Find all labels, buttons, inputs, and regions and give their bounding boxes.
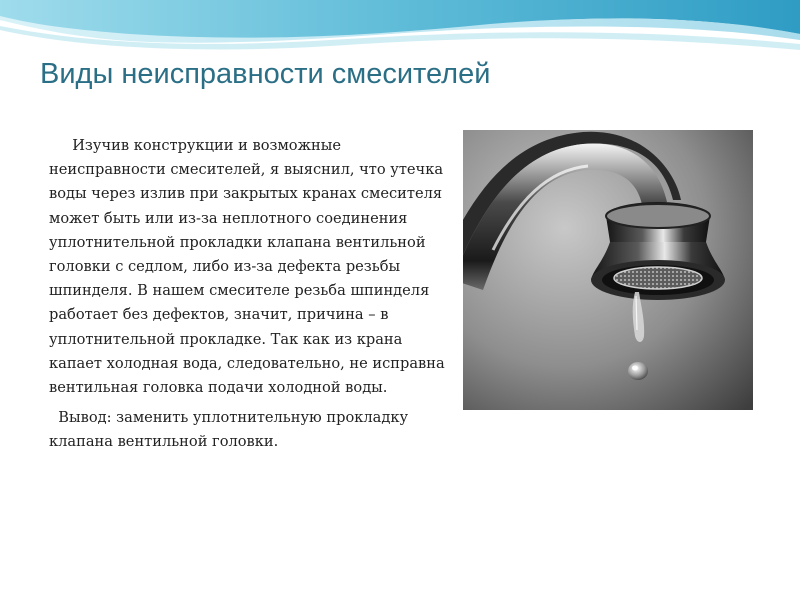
dripping-faucet-photo xyxy=(463,130,753,410)
paragraph-analysis-text: Изучив конструкции и возможные неисправности смесителей, я выяснил, что утечка воды через излив при закрытых кранах смесителя может быть или из-за неплотного соединения уплотнительной прокладки клапана вентильной головки с седлом, либо из-за дефекта резьбы шпинделя. В нашем смесителе резьба шпинделя работает без дефектов, значит, причина – в уплотнительной прокладке. Так как из крана капает холодная вода, следовательно, не исправна вентильная головка подачи холодной воды. xyxy=(49,137,445,397)
slide-title: Виды неисправности смесителей xyxy=(40,58,491,90)
wave-banner xyxy=(0,0,800,60)
paragraph-conclusion xyxy=(49,406,449,454)
paragraph-conclusion-text: Вывод: заменить уплотнительную прокладку клапана вентильной головки. xyxy=(49,409,409,451)
paragraph-analysis xyxy=(49,134,449,400)
body-text xyxy=(49,134,449,455)
